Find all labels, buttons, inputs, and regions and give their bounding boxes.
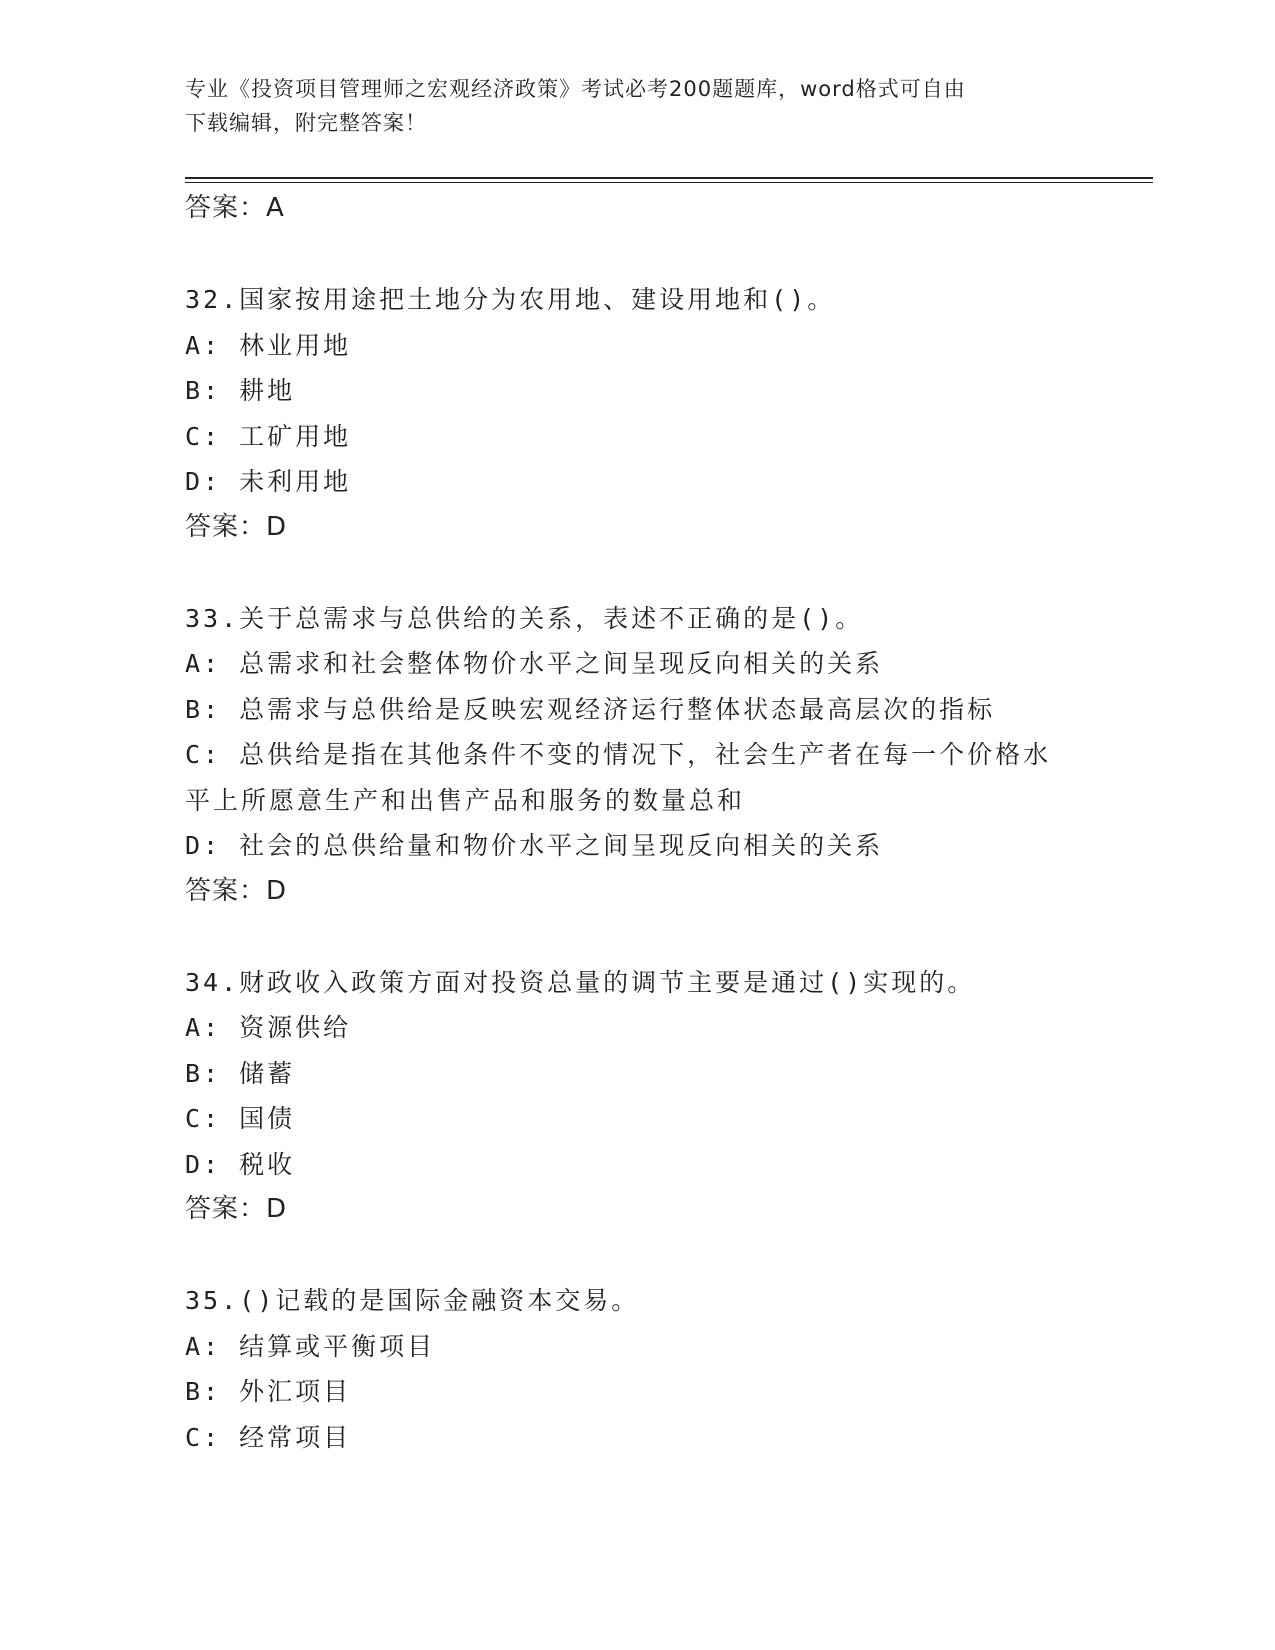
answer-line: 答案：D [185, 875, 288, 906]
option-a: A: 总需求和社会整体物价水平之间呈现反向相关的关系 [185, 649, 884, 678]
option-c: C: 工矿用地 [185, 421, 352, 451]
question-block-34 [185, 960, 1145, 1233]
question-block-35 [185, 1278, 1145, 1460]
answer-line: 答案：A [185, 193, 285, 223]
header-line-1: 专业《投资项目管理师之宏观经济政策》考试必考200题题库，word格式可自由 [185, 77, 966, 101]
option-b: B: 储蓄 [185, 1058, 296, 1088]
question-stem: 34.财政收入政策方面对投资总量的调节主要是通过()实现的。 [185, 967, 976, 997]
question-stem: 35.()记载的是国际金融资本交易。 [185, 1286, 640, 1315]
spacer [185, 914, 1145, 960]
spacer [185, 232, 1145, 278]
answer-line: 答案：D [185, 1194, 288, 1224]
question-stem: 32.国家按用途把土地分为农用地、建设用地和()。 [185, 285, 836, 314]
option-b: B: 总需求与总供给是反映宏观经济运行整体状态最高层次的指标 [185, 694, 996, 724]
document-header [185, 72, 1085, 140]
option-d: D: 社会的总供给量和物价水平之间呈现反向相关的关系 [185, 831, 884, 860]
option-d: D: 税收 [185, 1149, 296, 1179]
option-d: D: 未利用地 [185, 467, 352, 496]
option-a: A: 结算或平衡项目 [185, 1331, 436, 1361]
option-a: A: 资源供给 [185, 1013, 352, 1042]
option-c: C: 经常项目 [185, 1422, 352, 1452]
question-stem: 33.关于总需求与总供给的关系，表述不正确的是()。 [185, 603, 864, 633]
header-divider-thin [185, 182, 1153, 183]
answer-line: 答案：D [185, 511, 288, 542]
option-c-continued: 平上所愿意生产和出售产品和服务的数量总和 [185, 785, 746, 815]
option-b: B: 耕地 [185, 376, 296, 405]
question-list [185, 186, 1145, 1460]
spacer [185, 1233, 1145, 1279]
option-a: A: 林业用地 [185, 330, 352, 360]
spacer [185, 550, 1145, 596]
option-b: B: 外汇项目 [185, 1377, 352, 1406]
question-block-32 [185, 277, 1145, 550]
header-divider-thick [185, 177, 1153, 179]
question-block-33 [185, 596, 1145, 915]
option-c: C: 国债 [185, 1104, 296, 1133]
option-c: C: 总供给是指在其他条件不变的情况下，社会生产者在每一个价格水 [185, 740, 1052, 769]
header-line-2: 下载编辑，附完整答案！ [185, 111, 427, 135]
